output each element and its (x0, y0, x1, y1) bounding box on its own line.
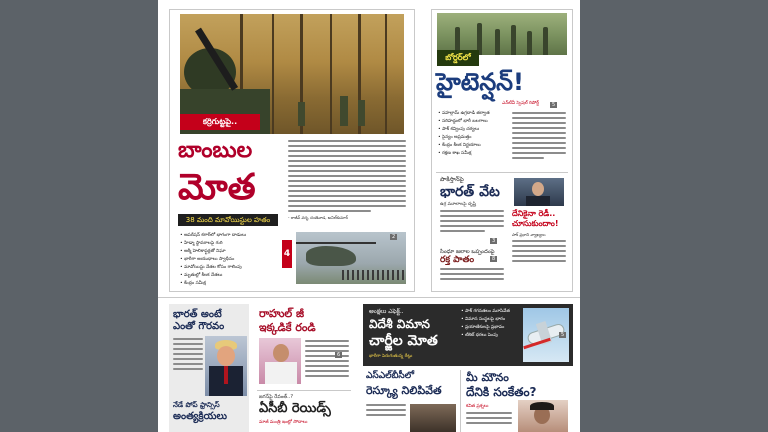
pak-headline: భారత్‌ వేట (440, 184, 500, 200)
border-story[interactable] (431, 9, 573, 292)
airfare-kicker: అంక్షలు ఎఫెక్ట్‌.. (369, 308, 404, 315)
pak-kicker: పాకిస్తాన్‌పై (440, 176, 464, 183)
bullet-item: • విమాన సంస్థలపై భారం (461, 317, 506, 322)
airfare-bullets (461, 308, 521, 340)
newspaper-page (158, 0, 580, 432)
ssc-headline-2: రెస్క్యూ నిలిపివేత (366, 384, 442, 397)
lead-story[interactable] (169, 9, 415, 292)
border-bullets (438, 110, 508, 158)
kavitha-photo (518, 400, 568, 432)
airfare-headline-1: విదేశీ విమాన (369, 317, 430, 331)
lead-page-tag: 2 (392, 234, 396, 240)
silence-headline-2: దేనికి సంకేతం? (466, 385, 537, 399)
pak-sub: ఉగ్ర మూలాలపై దృష్టి (440, 202, 477, 207)
bottom-left-story[interactable] (169, 304, 249, 432)
pak-side-body (512, 240, 566, 265)
bullet-item: • ఆర్మీ హెలికాఫ్టర్లతో నిఘా (180, 249, 226, 254)
airfare-headline-2: చార్జీల మోత (369, 333, 438, 349)
acb-sub: మాజీ మంత్రి ఇంట్లో సోదాలు (259, 420, 308, 425)
bullet-item: • రక్షణ శాఖ సమీక్ష (438, 151, 472, 156)
rahul-headline-1: రాహుల్‌ జీ (259, 307, 305, 320)
sindhu-page-tag: 8 (492, 256, 496, 262)
lead-bullets (180, 232, 280, 288)
bullet-item: • టికెట్‌ ధరలు పెంపు (461, 333, 498, 338)
bullet-item: • పాక్‌ కవ్వింపు చర్యలు (438, 127, 480, 132)
bullet-item: • ప్రయాణికులపై ప్రభావం (461, 325, 505, 330)
rahul-headline-2: ఇక్కడికే రండి (259, 321, 316, 334)
airfare-story[interactable] (363, 304, 573, 366)
silence-headline-1: మీ మౌనం (466, 371, 509, 384)
rahul-body (305, 340, 349, 380)
border-headline: హైటెన్షన్‌! (436, 68, 524, 96)
bullet-item: • కేంద్రం కీలక నిర్ణయాలు (438, 143, 481, 148)
lead-kicker: కర్రిగుట్టపై.. (180, 114, 260, 130)
sindhu-headline: రక్త పాతం (440, 255, 475, 265)
tunnel-photo (410, 404, 456, 432)
sindhu-kicker: సింధూ జలాల ఒప్పందంపై (440, 249, 495, 255)
bullet-item: • సరిహద్దులో భారీ బలగాలు (438, 119, 488, 124)
lead-title-line1: బాంబుల (178, 138, 253, 163)
pak-side-headline-2: చూసుకుందాం! (512, 219, 559, 228)
lead-body-text (288, 140, 406, 221)
pak-side-headline-1: దేనికైనా రెడీ.. (512, 209, 556, 218)
bullet-item: • మృతుల్లో కీలక నేతలు (180, 273, 223, 278)
border-body-text (512, 112, 566, 162)
airfare-sub: భారీగా పెరుగుతున్న రేట్లు (369, 354, 413, 359)
bullet-item: • పహల్గామ్‌ ఉగ్రదాడి తర్వాత (438, 111, 490, 116)
bullet-item: • ఆపరేషన్‌ కగార్‌లో భాగంగా దాడులు (180, 233, 247, 238)
pak-body-text (440, 210, 504, 235)
ssc-headline-1: ఎస్‌ఎల్‌బీసీలో (366, 371, 415, 381)
bottom-left-headline-1: భారత్‌ అంటే (173, 309, 222, 320)
bottom-left-headline-4: అంత్యక్రియలు (173, 411, 228, 422)
rahul-story[interactable] (255, 304, 353, 432)
lead-subhead: 38 మంది మావోయిస్టుల హతం (178, 214, 278, 226)
ssc-body (366, 404, 406, 419)
pak-page-tag: 3 (492, 238, 496, 244)
bullet-item: • మావోయిస్టు నేతల కోసం గాలింపు (180, 265, 242, 270)
lead-title-line2: మోత (178, 167, 256, 208)
bottom-left-headline-2: ఎంతో గౌరవం (173, 321, 225, 332)
rahul-photo (259, 338, 301, 384)
sindhu-body (440, 268, 504, 283)
silence-body (466, 412, 512, 427)
border-kicker: బోర్డర్‌లో (437, 50, 479, 66)
pak-side-sub: పాక్‌ ప్రధాని వ్యాఖ్యలు (512, 232, 546, 237)
silence-sub: కవిత ప్రశ్నలు (466, 404, 489, 409)
bullet-item: • పాక్‌ గగనతలం మూసివేత (461, 309, 510, 314)
border-byline: ఎన్‌టీవీ స్పెషల్‌ రిపోర్ట్‌ (502, 101, 539, 106)
bullet-item: • సైన్యం అప్రమత్తం (438, 135, 472, 140)
airfare-page-tag: 5 (561, 332, 565, 338)
bullet-item: • హిడ్మా స్థావరాలపై గురి (180, 241, 223, 246)
pak-pm-photo (514, 178, 564, 206)
page-number-badge[interactable]: 4 (282, 240, 292, 268)
rahul-page-tag: 6 (337, 352, 341, 358)
trump-photo (205, 336, 247, 396)
lead-byline: - రాజీవ్‌ వర్మ, దంతెవాడ, అనిల్‌కుమార్‌ (288, 215, 349, 220)
acb-headline: ఏసీబీ రెయిడ్స్‌ (259, 401, 331, 416)
bullet-item: • భారీగా ఆయుధాలు స్వాధీనం (180, 257, 235, 262)
bottom-left-headline-3: నేడే పోప్‌ ఫ్రాన్సిస్‌ (173, 401, 220, 409)
acb-kicker: జగన్‌పై రేవంత్‌..? (259, 394, 294, 400)
bullet-item: • కేంద్రం సమీక్ష (180, 281, 206, 286)
bottom-left-body (173, 338, 203, 373)
border-page-tag: 5 (552, 102, 556, 108)
border-soldiers-photo (437, 13, 567, 55)
